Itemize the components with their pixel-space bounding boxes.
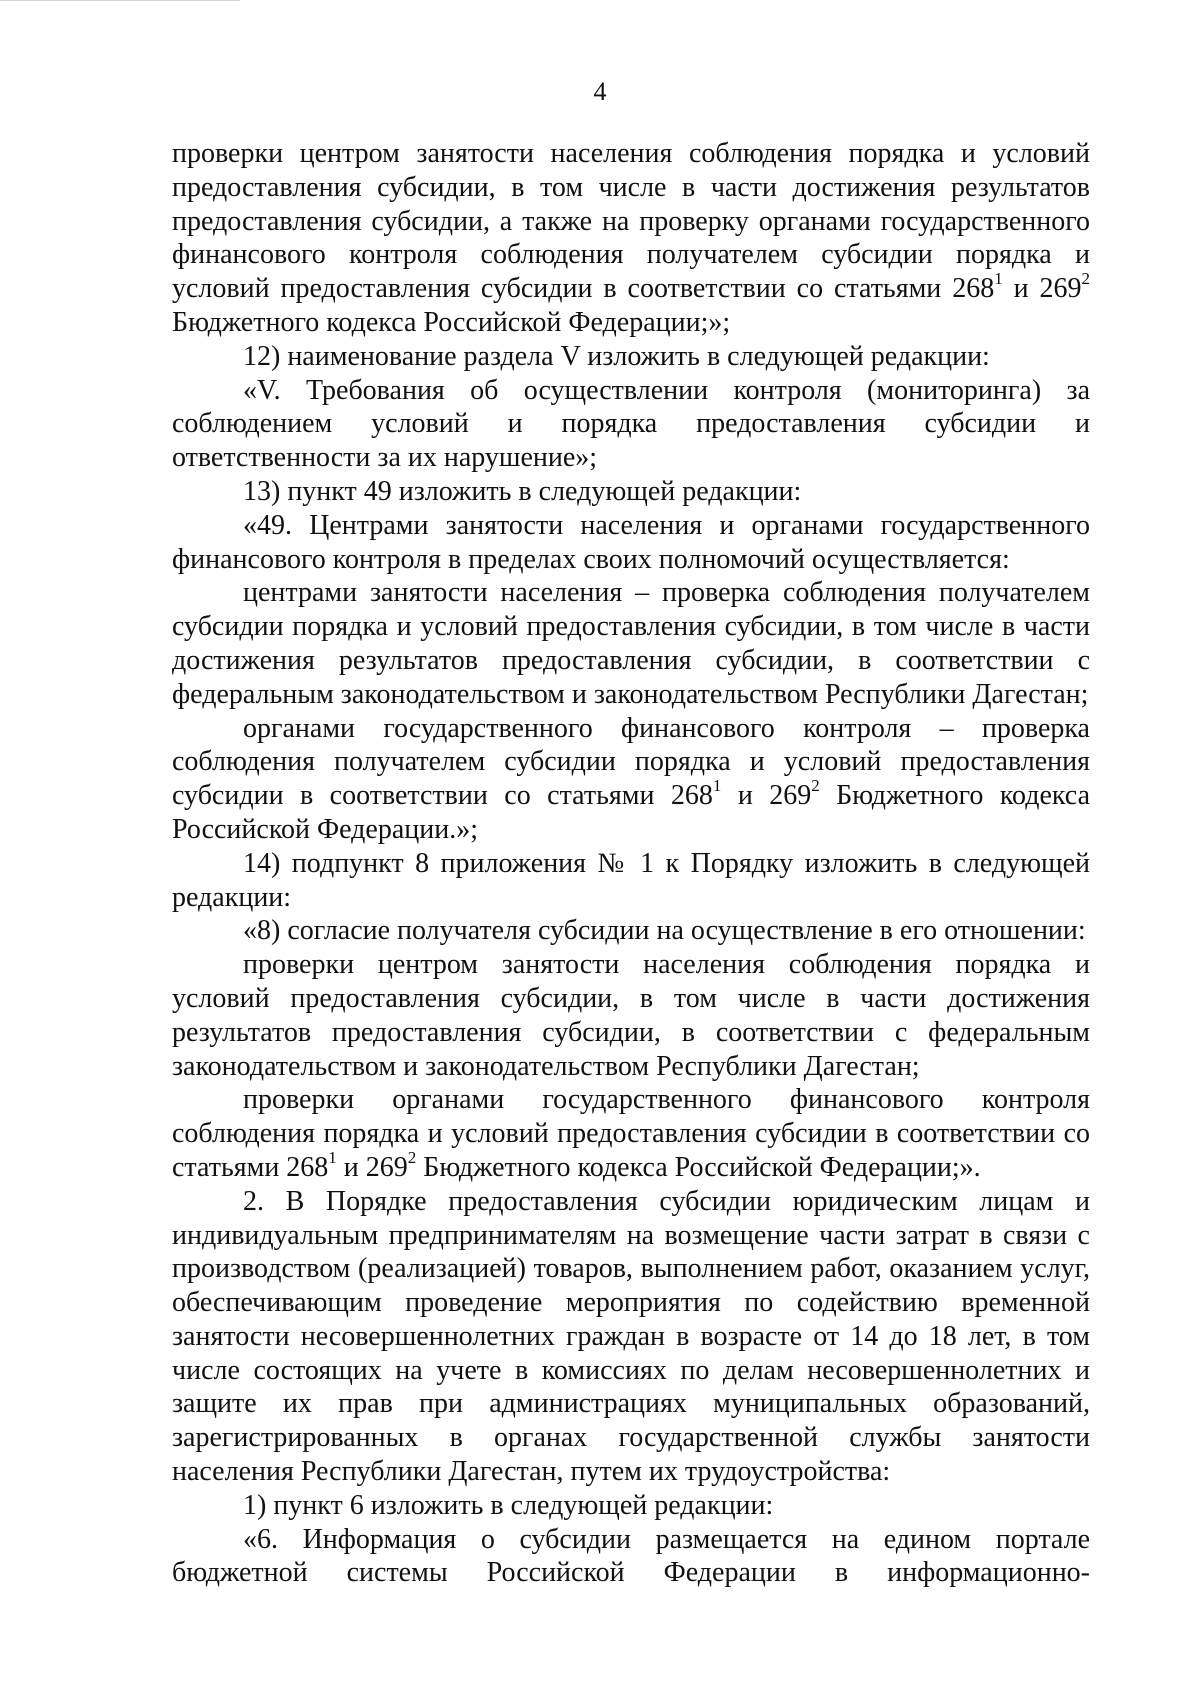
paragraph-text: проверки центром занятости населения соблюдения порядка и условий предоставления субсидии, в том числе в части достижения результатов предоставления субсидии, в соответствии с федеральным законодательством и законодательством Республики Дагестан; <box>172 949 1090 1082</box>
paragraph <box>172 1083 1090 1184</box>
paragraph-text: и 269 <box>721 780 812 812</box>
paragraph <box>172 847 1090 915</box>
superscript: 1 <box>328 1147 337 1167</box>
document-body <box>172 137 1090 1590</box>
superscript: 2 <box>811 775 820 795</box>
paragraph-text: 14) подпункт 8 приложения № 1 к Порядку изложить в следующей редакции: <box>172 847 1090 913</box>
paragraph-text: 13) пункт 49 изложить в следующей редакции: <box>243 475 802 507</box>
paragraph <box>172 475 1090 509</box>
paragraph <box>172 576 1090 711</box>
scan-edge-line <box>0 0 1200 1</box>
paragraph-text: 12) наименование раздела V изложить в следующей редакции: <box>243 340 990 372</box>
paragraph <box>172 374 1090 475</box>
paragraph <box>172 948 1090 1083</box>
paragraph-text: «49. Центрами занятости населения и органами государственного финансового контроля в пределах своих полномочий осуществляется: <box>172 509 1090 575</box>
paragraph-text: Бюджетного кодекса Российской Федерации.»; <box>172 780 1091 845</box>
paragraph-text: «8) согласие получателя субсидии на осуществление в его отношении: <box>243 915 1086 947</box>
paragraph-text: «V. Требования об осуществлении контроля (мониторинга) за соблюдением условий и порядка предоставления субсидии и ответственности за их нарушение»; <box>172 374 1090 474</box>
paragraph <box>172 1489 1090 1523</box>
superscript: 2 <box>407 1147 417 1167</box>
paragraph-text: Бюджетного кодекса Российской Федерации;». <box>416 1151 981 1183</box>
paragraph <box>172 712 1090 847</box>
paragraph <box>172 509 1090 577</box>
paragraph-text: органами государственного финансового контроля – проверка соблюдения получателем субсидии порядка и условий предоставления субсидии в соответствии со статьями 268 <box>172 712 1090 812</box>
superscript: 2 <box>1081 268 1091 288</box>
paragraph <box>172 1185 1090 1489</box>
superscript: 1 <box>712 775 722 795</box>
superscript: 1 <box>994 268 1003 288</box>
paragraph-text: 2. В Порядке предоставления субсидии юридическим лицам и индивидуальным предпринимателям на возмещение части затрат в связи с производством (реализацией) товаров, выполнением работ, оказанием услуг, обеспечивающим проведение мероприятия по содействию временной занятости несовершеннолетних граждан в возрасте от 14 до 18 лет, в том числе состоящих на учете в комиссиях по делам несовершеннолетних и защите их прав при администрациях муниципальных образований, зарегистрированных в органах государственной службы занятости населения Республики Дагестан, путем их трудоустройства: <box>172 1185 1090 1488</box>
paragraph-text: проверки центром занятости населения соблюдения порядка и условий предоставления субсидии, в том числе в части достижения результатов предоставления субсидии, а также на проверку органами государственного финансового контроля соблюдения получателем субсидии порядка и условий предоставления субсидии в соответствии со статьями 268 <box>172 138 1090 305</box>
paragraph-text: центрами занятости населения – проверка соблюдения получателем субсидии порядка и условий предоставления субсидии, в том числе в части достижения результатов предоставления субсидии, в соответствии с федеральным законодательством и законодательством Республики Дагестан; <box>172 577 1090 710</box>
paragraph <box>172 137 1090 340</box>
paragraph <box>172 1523 1090 1591</box>
page-number: 4 <box>593 77 607 106</box>
paragraph-text: и 269 <box>336 1151 408 1183</box>
paragraph-text: «6. Информация о субсидии размещается на едином портале бюджетной системы Российской Федерации в информационно- <box>172 1523 1090 1589</box>
paragraph <box>172 340 1090 374</box>
paragraph-text: проверки органами государственного финансового контроля соблюдения порядка и условий предоставления субсидии в соответствии со статьями 268 <box>172 1084 1090 1183</box>
paragraph-text: 1) пункт 6 изложить в следующей редакции: <box>243 1489 774 1521</box>
paragraph-text: и 269 <box>1002 273 1082 305</box>
paragraph-text: Бюджетного кодекса Российской Федерации;»; <box>172 306 731 338</box>
paragraph <box>172 914 1090 948</box>
